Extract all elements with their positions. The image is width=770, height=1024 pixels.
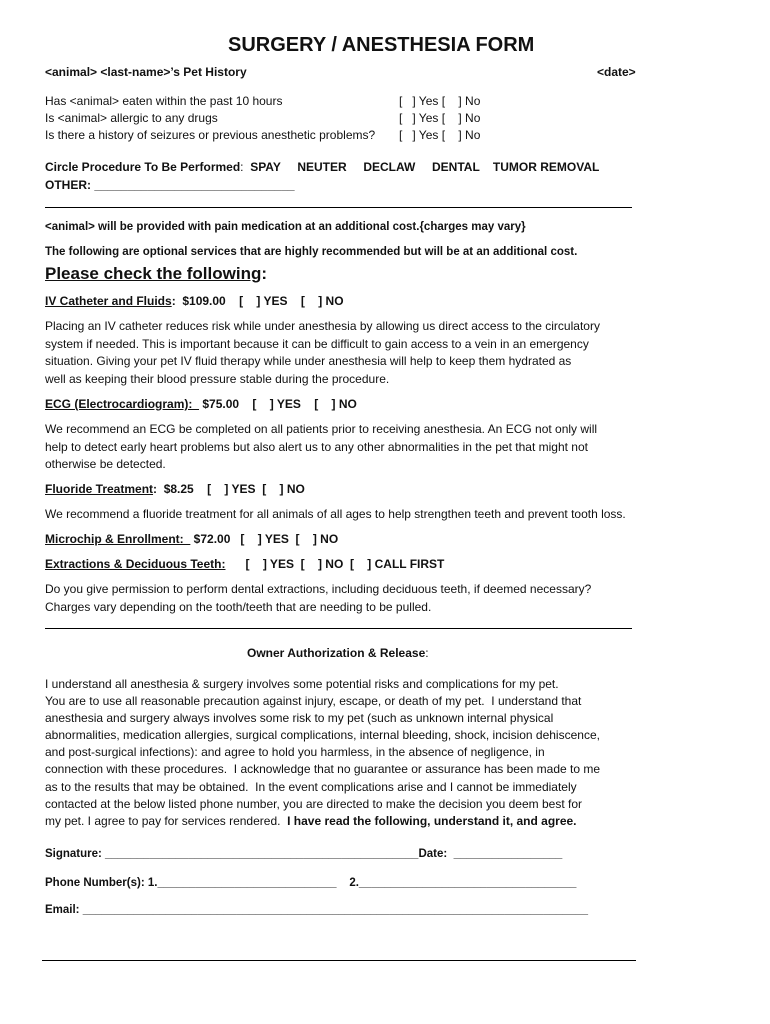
- service-extractions-description: [45, 581, 645, 616]
- phone-number-fields[interactable]: Phone Number(s): 1.____________________________ 2.__________________________________: [45, 877, 577, 889]
- authorization-last-line: [45, 813, 645, 830]
- authorization-line: abnormalities, medication allergies, surgical complications, internal bleeding, shock, incision dehiscence,: [45, 728, 600, 743]
- service-ecg-description: [45, 421, 645, 474]
- authorization-last-line-text: my pet. I agree to pay for services rendered.: [45, 813, 288, 828]
- question-seizures: Is there a history of seizures or previous anesthetic problems?: [45, 128, 376, 142]
- signature-date-field[interactable]: Signature: _________________________________________________Date: _________________: [45, 848, 563, 860]
- divider-middle: [45, 628, 632, 629]
- authorization-line: and post-surgical infections): and agree to hold you harmless, in the absence of negligence, in: [45, 745, 545, 760]
- question-eaten: Has <animal> eaten within the past 10 hours: [45, 94, 283, 108]
- service-iv: [45, 294, 344, 308]
- service-iv-description: [45, 318, 645, 388]
- procedure-row: [45, 160, 599, 174]
- question-eaten-checkboxes[interactable]: [ ] Yes [ ] No: [399, 94, 481, 108]
- authorization-line: You are to use all reasonable precaution against injury, escape, or death of my pet. I understand that: [45, 694, 582, 709]
- authorization-line: contacted at the below listed phone number, you are directed to make the decision you deem best for: [45, 796, 582, 811]
- authorization-heading: [247, 646, 429, 660]
- authorization-agreement: I have read the following, understand it, and agree.: [287, 813, 577, 828]
- bottom-rule: [42, 960, 636, 961]
- service-fluoride-description: We recommend a fluoride treatment for all animals of all ages to help strengthen teeth and prevent tooth loss.: [45, 507, 626, 521]
- service-iv-desc-line: well as keeping their blood pressure stable during the procedure.: [45, 371, 390, 386]
- authorization-line: I understand all anesthesia & surgery involves some potential risks and complications for my pet.: [45, 677, 559, 691]
- service-iv-desc-line: Placing an IV catheter reduces risk while under anesthesia by allowing us direct access to the circulatory: [45, 319, 600, 333]
- service-fluoride-checkboxes[interactable]: [ ] YES [ ] NO: [193, 482, 305, 496]
- question-allergic-checkboxes[interactable]: [ ] Yes [ ] No: [399, 111, 481, 125]
- check-heading-colon: :: [261, 264, 268, 283]
- question-seizures-checkboxes[interactable]: [ ] Yes [ ] No: [399, 128, 481, 142]
- authorization-line: connection with these procedures. I acknowledge that no guarantee or assurance has been made to me: [45, 762, 601, 777]
- check-heading: [45, 264, 267, 284]
- service-microchip-checkboxes[interactable]: [ ] YES [ ] NO: [230, 532, 339, 546]
- service-iv-name: IV Catheter and Fluids: [45, 294, 172, 308]
- service-fluoride-name: Fluoride Treatment: [45, 482, 154, 496]
- service-extractions-desc-line: Charges vary depending on the tooth/teeth that are needing to be pulled.: [45, 599, 432, 614]
- service-ecg-desc-line: help to detect early heart problems but also alert us to any other abnormalities in the pet that might not: [45, 439, 588, 454]
- pet-history-heading: <animal> <last-name>’s Pet History: [45, 65, 247, 79]
- divider-top: [45, 207, 632, 208]
- procedure-options[interactable]: SPAY NEUTER DECLAW DENTAL TUMOR REMOVAL: [250, 160, 600, 174]
- email-field[interactable]: Email: _______________________________________________________________________________: [45, 904, 588, 916]
- optional-note: The following are optional services that are highly recommended but will be at an additional cost.: [45, 246, 578, 258]
- service-extractions-checkboxes[interactable]: [ ] YES [ ] NO [ ] CALL FIRST: [225, 557, 445, 571]
- procedure-other-field[interactable]: OTHER: ______________________________: [45, 178, 295, 192]
- question-allergic: Is <animal> allergic to any drugs: [45, 111, 218, 125]
- service-ecg-desc-line: We recommend an ECG be completed on all patients prior to receiving anesthesia. An ECG not only will: [45, 422, 598, 436]
- procedure-label: Circle Procedure To Be Performed: [45, 160, 241, 174]
- service-iv-desc-line: system if needed. This is important because it can be difficult to gain access to a vein in an emergency: [45, 336, 589, 351]
- authorization-heading-text: Owner Authorization & Release: [247, 646, 426, 660]
- service-microchip-price: $72.00: [190, 532, 231, 546]
- service-extractions: [45, 557, 444, 571]
- service-iv-desc-line: situation. Giving your pet IV fluid therapy while under anesthesia will help to keep them hydrated as: [45, 354, 572, 369]
- service-ecg-checkboxes[interactable]: [ ] YES [ ] NO: [239, 397, 357, 411]
- service-extractions-desc-line: Do you give permission to perform dental extractions, including deciduous teeth, if deemed necessary?: [45, 582, 592, 596]
- authorization-text: [45, 676, 645, 830]
- procedure-colon: :: [240, 160, 244, 174]
- service-ecg-name: ECG (Electrocardiogram):: [45, 397, 200, 411]
- service-iv-checkboxes[interactable]: [ ] YES [ ] NO: [225, 294, 344, 308]
- check-heading-text: Please check the following: [45, 264, 262, 283]
- pain-note: <animal> will be provided with pain medication at an additional cost.{charges may vary}: [45, 221, 526, 233]
- service-ecg-desc-line: otherwise be detected.: [45, 457, 166, 472]
- service-microchip: [45, 532, 338, 546]
- service-extractions-name: Extractions & Deciduous Teeth:: [45, 557, 226, 571]
- authorization-line: anesthesia and surgery always involves some risk to my pet (such as unknown internal physical: [45, 711, 554, 726]
- service-fluoride-price: : $8.25: [153, 482, 194, 496]
- service-ecg: [45, 397, 357, 411]
- authorization-line: as to the results that may be obtained. In the event complications arise and I cannot be immediately: [45, 779, 577, 794]
- service-ecg-price: $75.00: [199, 397, 240, 411]
- service-microchip-name: Microchip & Enrollment:: [45, 532, 191, 546]
- service-fluoride: [45, 482, 305, 496]
- date-placeholder: <date>: [597, 65, 636, 79]
- page-title: SURGERY / ANESTHESIA FORM: [228, 34, 535, 56]
- service-iv-price: : $109.00: [171, 294, 226, 308]
- authorization-heading-colon: :: [425, 646, 429, 660]
